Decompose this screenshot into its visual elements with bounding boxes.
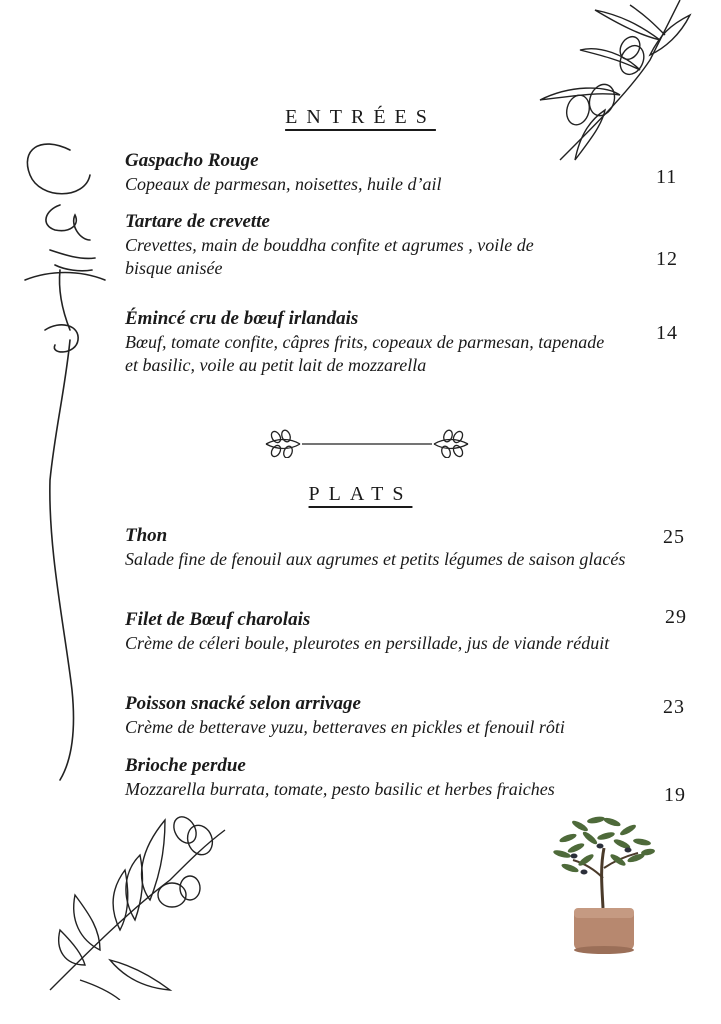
olive-branch-top-icon xyxy=(520,0,720,170)
carte-script-icon xyxy=(10,130,110,790)
menu-item xyxy=(125,210,545,280)
item-price: 29 xyxy=(665,606,687,628)
item-name: Filet de Bœuf charolais xyxy=(125,609,311,630)
item-description: Salade fine de fenouil aux agrumes et petits légumes de saison glacés xyxy=(125,549,626,569)
olive-branch-bottom-icon xyxy=(40,800,250,1000)
menu-item xyxy=(125,692,645,739)
menu-item xyxy=(125,524,645,571)
item-price: 14 xyxy=(656,322,678,344)
divider-ornament-icon xyxy=(262,428,472,458)
item-name: Thon xyxy=(125,525,168,546)
potted-olive-tree-icon xyxy=(548,808,658,958)
menu-item xyxy=(125,754,625,801)
item-name: Poisson snacké selon arrivage xyxy=(125,693,361,714)
item-price: 12 xyxy=(656,248,678,270)
item-name: Gaspacho Rouge xyxy=(125,150,259,171)
item-price: 19 xyxy=(664,784,686,806)
item-name: Tartare de crevette xyxy=(125,211,270,232)
item-description: Copeaux de parmesan, noisettes, huile d’ail xyxy=(125,174,442,194)
menu-item xyxy=(125,608,625,655)
menu-item xyxy=(125,307,605,377)
item-description: Bœuf, tomate confite, câpres frits, copeaux de parmesan, tapenade et basilic, voile au petit lait de mozzarella xyxy=(125,332,605,375)
item-description: Crevettes, main de bouddha confite et agrumes , voile de bisque anisée xyxy=(125,235,534,278)
item-name: Brioche perdue xyxy=(125,755,246,776)
item-description: Mozzarella burrata, tomate, pesto basilic et herbes fraiches xyxy=(125,779,555,799)
plats-title: PLATS xyxy=(308,483,413,505)
item-description: Crème de céleri boule, pleurotes en persillade, jus de viande réduit xyxy=(125,633,610,653)
item-price: 23 xyxy=(663,696,685,718)
menu-item xyxy=(125,149,645,196)
item-price: 11 xyxy=(656,166,678,188)
item-price: 25 xyxy=(663,526,685,548)
entrees-title: ENTRÉES xyxy=(285,106,436,128)
item-description: Crème de betterave yuzu, betteraves en pickles et fenouil rôti xyxy=(125,717,565,737)
item-name: Émincé cru de bœuf irlandais xyxy=(125,308,359,329)
